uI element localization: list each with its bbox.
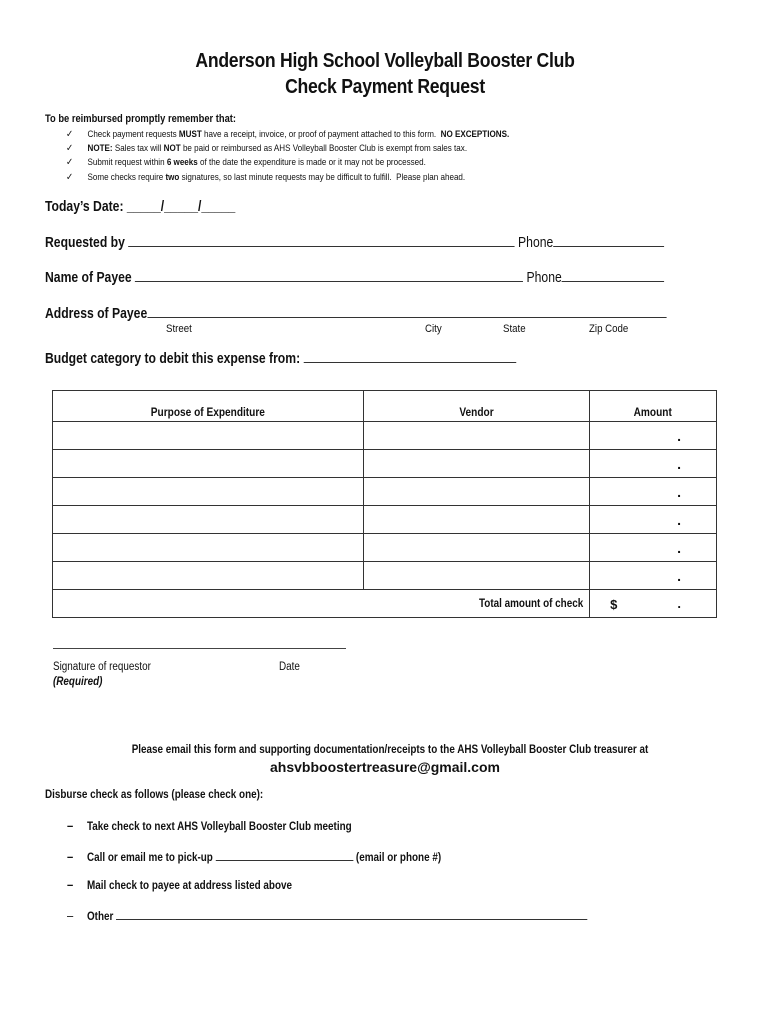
option-label: Other	[86, 911, 114, 923]
amount-cell[interactable]: .	[590, 534, 717, 562]
reminder-item: ✓ NOTE: Sales tax will NOT be paid or reimbursed as AHS Volleyball Booster Club is exempt from sales tax.	[66, 142, 468, 155]
table-header-row	[53, 391, 717, 422]
column-header-purpose: Purpose of Expenditure	[53, 391, 364, 422]
table-row	[53, 422, 717, 450]
payee-phone-label: Phone	[526, 270, 562, 286]
table-row	[53, 562, 717, 590]
purpose-cell[interactable]	[53, 506, 364, 534]
form-subtitle: Check Payment Request	[285, 76, 485, 98]
pickup-contact-line[interactable]	[216, 848, 354, 861]
disburse-option-mail[interactable]	[67, 877, 292, 892]
vendor-cell[interactable]	[363, 506, 590, 534]
vendor-cell[interactable]	[363, 534, 590, 562]
email-instructions: Please email this form and supporting documentation/receipts to the AHS Volleyball Booster Club treasurer at	[131, 744, 649, 756]
budget-category-label: Budget category to debit this expense from:	[45, 351, 301, 367]
treasurer-email[interactable]: ahsvbboostertreasure@gmail.com	[270, 759, 500, 775]
disburse-heading: Disburse check as follows (please check one):	[45, 789, 264, 801]
name-of-payee-label: Name of Payee	[45, 270, 132, 286]
checkbox-dash-icon[interactable]: –	[67, 877, 74, 892]
disburse-option-pickup[interactable]	[67, 848, 441, 864]
requested-by-field[interactable]	[45, 234, 664, 251]
reminders-list	[66, 127, 581, 184]
amount-cell[interactable]: .	[590, 562, 717, 590]
option-label: Mail check to payee at address listed above	[86, 880, 292, 892]
disburse-option-meeting[interactable]	[67, 818, 352, 833]
address-of-payee-label: Address of Payee	[45, 306, 148, 322]
total-dot: .	[677, 596, 681, 611]
vendor-cell[interactable]	[363, 478, 590, 506]
vendor-cell[interactable]	[363, 422, 590, 450]
checkmark-icon: ✓	[66, 143, 74, 155]
requested-by-phone-label: Phone	[518, 235, 554, 251]
purpose-cell[interactable]	[53, 422, 364, 450]
table-row	[53, 534, 717, 562]
reminders-heading: To be reimbursed promptly remember that:	[45, 113, 237, 125]
checkmark-icon: ✓	[66, 129, 74, 140]
requested-by-label: Requested by	[45, 235, 125, 251]
column-header-vendor: Vendor	[363, 391, 590, 422]
address-zip-label: Zip Code	[589, 323, 629, 335]
purpose-cell[interactable]	[53, 478, 364, 506]
amount-cell[interactable]: .	[590, 478, 717, 506]
payee-phone-line[interactable]	[562, 269, 664, 282]
checkmark-icon: ✓	[66, 171, 74, 183]
option-label: Call or email me to pick-up	[86, 852, 213, 864]
other-input-line[interactable]	[116, 907, 587, 920]
checkbox-dash-icon[interactable]: –	[67, 908, 74, 923]
signature-label: Signature of requestor	[53, 661, 151, 673]
amount-cell[interactable]: .	[590, 506, 717, 534]
option-suffix: (email or phone #)	[355, 852, 442, 864]
address-city-label: City	[425, 323, 442, 335]
checkbox-dash-icon[interactable]: –	[67, 849, 74, 864]
budget-category-input-line[interactable]	[304, 350, 517, 363]
address-of-payee-field[interactable]	[45, 305, 666, 322]
option-label: Take check to next AHS Volleyball Booster Club meeting	[86, 821, 352, 833]
signature-date-label: Date	[279, 661, 300, 673]
purpose-cell[interactable]	[53, 534, 364, 562]
total-amount-label: Total amount of check	[53, 590, 590, 618]
name-of-payee-field[interactable]	[45, 269, 664, 286]
amount-cell[interactable]: .	[590, 422, 717, 450]
checkmark-icon: ✓	[66, 157, 74, 169]
total-row	[53, 590, 717, 618]
purpose-cell[interactable]	[53, 450, 364, 478]
reminder-item: ✓ Submit request within 6 weeks of the date the expenditure is made or it may not be processed.	[66, 156, 426, 169]
vendor-cell[interactable]	[363, 450, 590, 478]
todays-date-field[interactable]: Today’s Date: _____/_____/_____	[45, 199, 236, 215]
total-amount-cell[interactable]	[590, 590, 717, 618]
form-title: Anderson High School Volleyball Booster Club	[195, 50, 575, 72]
table-row	[53, 506, 717, 534]
expenditure-table	[52, 390, 717, 618]
purpose-cell[interactable]	[53, 562, 364, 590]
requested-by-input-line[interactable]	[128, 234, 514, 247]
amount-cell[interactable]: .	[590, 450, 717, 478]
total-currency: $	[610, 597, 618, 612]
address-street-label: Street	[166, 323, 192, 335]
requested-by-phone-line[interactable]	[553, 234, 664, 247]
disburse-option-other[interactable]	[67, 907, 587, 923]
address-input-line[interactable]	[147, 305, 666, 318]
column-header-amount: Amount	[590, 391, 717, 422]
address-state-label: State	[503, 323, 526, 335]
checkbox-dash-icon[interactable]: –	[67, 818, 74, 833]
signature-line[interactable]	[53, 648, 346, 649]
reminder-item: ✓ Check payment requests MUST have a receipt, invoice, or proof of payment attached to this form. NO EXCEPTIONS.	[66, 128, 510, 140]
budget-category-field[interactable]	[45, 350, 516, 367]
signature-required-note: (Required)	[53, 676, 103, 688]
vendor-cell[interactable]	[363, 562, 590, 590]
table-row	[53, 450, 717, 478]
name-of-payee-input-line[interactable]	[135, 269, 523, 282]
reminder-item: ✓ Some checks require two signatures, so last minute requests may be difficult to fulfill. Please plan ahead.	[66, 170, 466, 183]
table-row	[53, 478, 717, 506]
